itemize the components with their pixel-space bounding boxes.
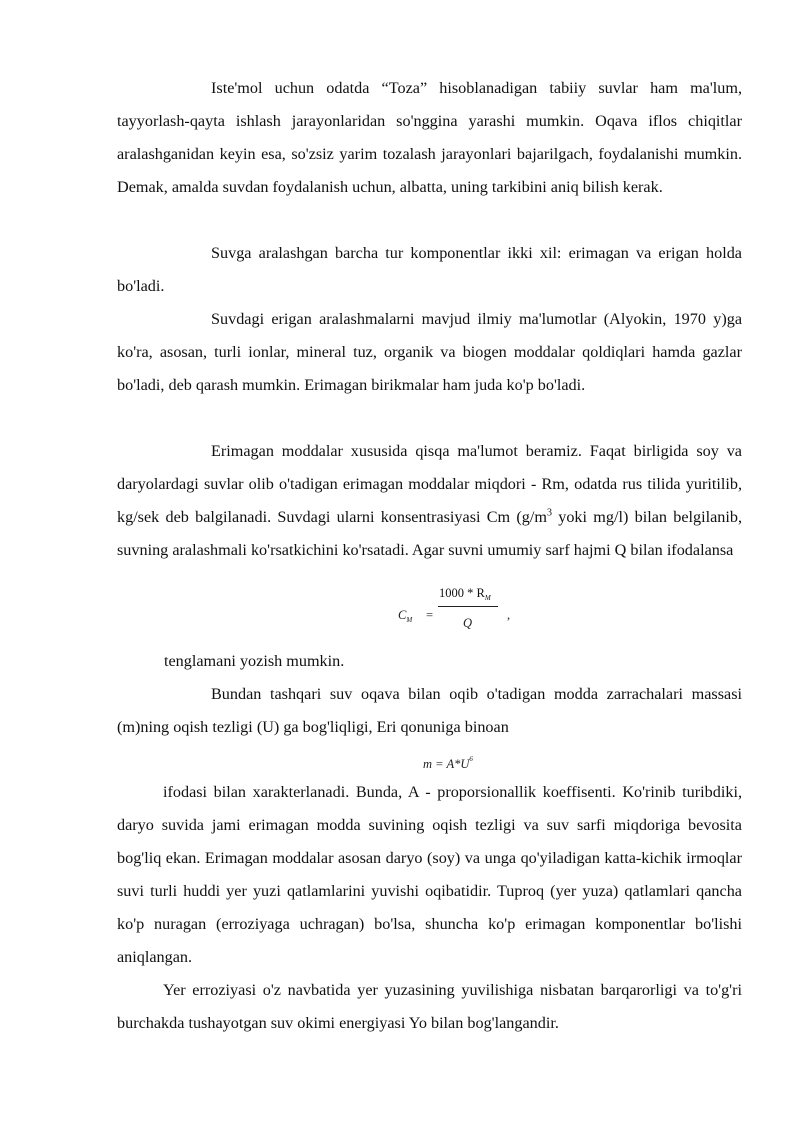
paragraph-4-text-a: Erimagan moddalar xususida qisqa ma'lumot beramiz. Faqat birligida soy va daryolardagi suvlar olib o'tadigan erimagan moddalar miqdori - Rm, odatda rus tilida yuritilib, kg/sek deb balgilanadi. Suvdagi ularni konsentrasiyasi Cm (g/m <box>117 442 742 526</box>
formula-comma: , <box>507 608 511 622</box>
paragraph-8: Yer erroziyasi o'z navbatida yer yuzasining yuvilishiga nisbatan barqarorligi va to'g'ri burchakda tushayotgan suv okimi energiyasi Yo bilan bog'langandir. <box>117 981 742 1032</box>
formula-eri-law: $m = A*U^6$ <box>423 755 473 771</box>
formula-lhs: $C_M$ <box>398 608 413 624</box>
paragraph-4-text-b: yoki mg/l) bilan belgilanib, suvning aralashmali ko'rsatkichini ko'rsatadi. Agar suvni umumiy sarf hajmi Q bilan ifodalansa <box>117 508 743 559</box>
formula-numerator: $1000 * R_M$ <box>439 586 491 602</box>
formula-denominator: Q <box>463 616 473 630</box>
paragraph-6: Bundan tashqari suv oqava bilan oqib o'tadigan modda zarrachalari massasi (m)ning oqish tezligi (U) ga bog'liqligi, Eri qonuniga binoan <box>117 685 742 736</box>
paragraph-5: tenglamani yozish mumkin. <box>164 652 345 670</box>
paragraph-3: Suvdagi erigan aralashmalarni mavjud ilmiy ma'lumotlar (Alyokin, 1970 y)ga ko'ra, asosan, turli ionlar, mineral tuz, organik va biogen moddalar qoldiqlari hamda gazlar bo'ladi, deb qarash mumkin. Erimagan birikmalar ham juda ko'p bo'ladi. <box>117 310 742 394</box>
formula-equals: = <box>426 608 434 622</box>
paragraph-1: Iste'mol uchun odatda “Toza” hisoblanadigan tabiiy suvlar ham ma'lum, tayyorlash-qayta ishlash jarayonlaridan so'nggina yarashi mumkin. Oqava iflos chiqitlar aralashganidan keyin esa, so'zsiz yarim tozalash jarayonlari bajarilgach, foydalanishi mumkin. Demak, amalda suvdan foydalanish uchun, albatta, uning tarkibini aniq bilish kerak. <box>117 79 742 196</box>
paragraph-4 <box>117 435 742 567</box>
superscript-3: 3 <box>546 507 552 519</box>
paragraph-2: Suvga aralashgan barcha tur komponentlar ikki xil: erimagan va erigan holda bo'ladi. <box>117 244 742 295</box>
paragraph-7: ifodasi bilan xarakterlanadi. Bunda, A - proporsionallik koeffisenti. Ko'rinib turibdiki, daryo suvida jami erimagan modda suvining oqish tezligi va suv sarfi miqdoriga bevosita bog'liq ekan. Erimagan moddalar asosan daryo (soy) va unga qo'yiladigan katta-kichik irmoqlar suvi turli huddi yer yuzi qatlamlarini yuvishi oqibatidir. Tuproq (yer yuza) qatlamlari qancha ko'p nuragan (erroziyaga uchragan) bo'lsa, shuncha ko'p erimagan komponentlar bo'lishi aniqlangan. <box>117 783 742 966</box>
fraction-bar <box>438 606 498 607</box>
